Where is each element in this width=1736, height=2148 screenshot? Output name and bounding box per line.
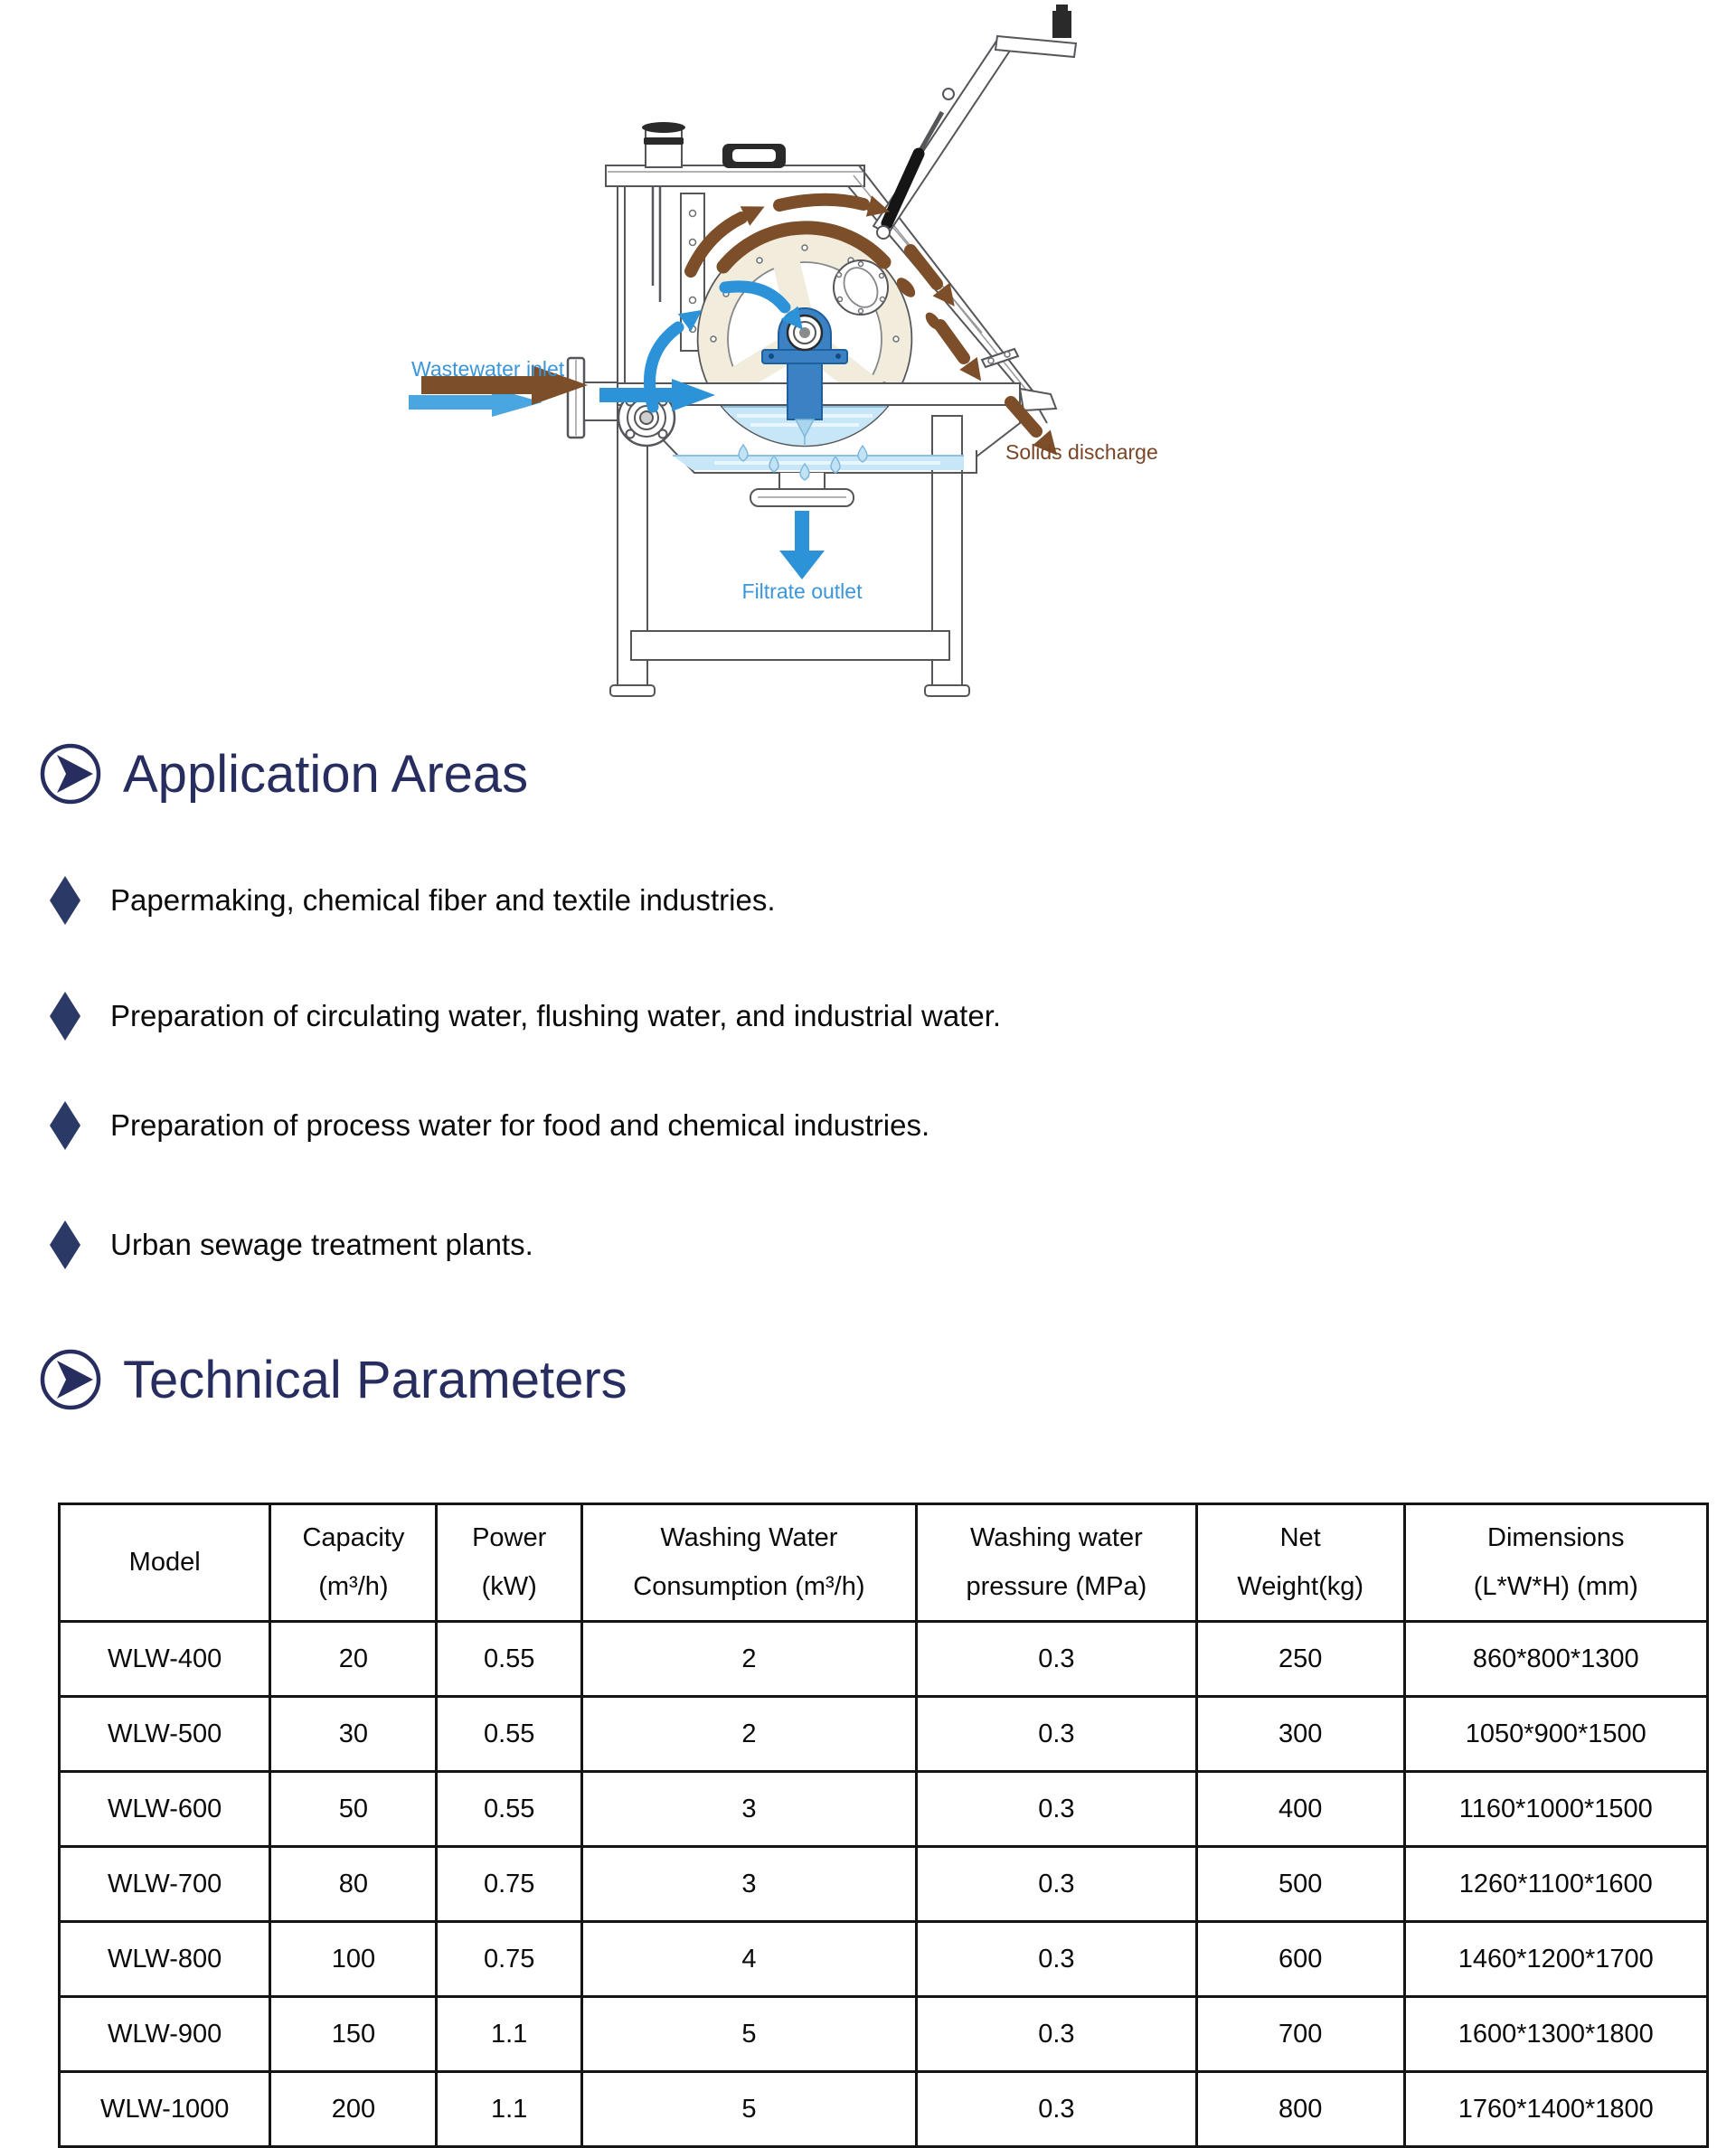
table-row [60,1622,1708,1697]
table-cell: 2 [581,1697,916,1772]
table-cell: 4 [581,1922,916,1997]
table-cell: WLW-600 [60,1772,270,1847]
table-cell: 5 [581,1997,916,2072]
table-cell: 1760*1400*1800 [1404,2072,1707,2147]
col-header-power: Power (kW) [437,1504,581,1622]
table-cell: 200 [270,2072,437,2147]
diamond-bullet-icon [50,1101,80,1150]
section-arrow-icon [38,741,103,806]
table-row [60,1772,1708,1847]
application-item [50,991,1001,1041]
table-cell: 20 [270,1622,437,1697]
table-cell: 1600*1300*1800 [1404,1997,1707,2072]
col-header-washing-consumption: Washing Water Consumption (m³/h) [581,1504,916,1622]
col-header-model: Model [60,1504,270,1622]
table-cell: 80 [270,1847,437,1922]
section-heading-technical [38,1347,627,1412]
application-item [50,875,776,926]
table-cell: 150 [270,1997,437,2072]
table-cell: 2 [581,1622,916,1697]
table-cell: 3 [581,1847,916,1922]
col-header-dimensions: Dimensions (L*W*H) (mm) [1404,1504,1707,1622]
application-item-text: Urban sewage treatment plants. [110,1228,533,1261]
table-cell: 5 [581,2072,916,2147]
table-cell: 3 [581,1772,916,1847]
table-cell: 600 [1196,1922,1404,1997]
table-cell: 30 [270,1697,437,1772]
table-cell: 300 [1196,1697,1404,1772]
cover-lever-arm [873,5,1076,239]
technical-parameters-title: Technical Parameters [123,1350,627,1409]
technical-parameters-table [58,1503,1709,2148]
table-cell: 0.55 [437,1622,581,1697]
table-row [60,1922,1708,1997]
table-cell: 0.55 [437,1697,581,1772]
application-item-text: Preparation of process water for food and chemical industries. [110,1108,930,1142]
table-cell: 500 [1196,1847,1404,1922]
table-cell: 1.1 [437,1997,581,2072]
table-cell: 0.3 [916,1697,1196,1772]
table-cell: 250 [1196,1622,1404,1697]
filtrate-outlet-arrow [779,511,825,579]
table-cell: 1460*1200*1700 [1404,1922,1707,1997]
application-item-text: Papermaking, chemical fiber and textile industries. [110,883,776,917]
table-cell: 50 [270,1772,437,1847]
filtrate-outlet-label: Filtrate outlet [741,579,863,603]
table-cell: 0.3 [916,1772,1196,1847]
table-row [60,1847,1708,1922]
table-cell: WLW-1000 [60,2072,270,2147]
table-cell: 0.55 [437,1772,581,1847]
col-header-capacity: Capacity (m³/h) [270,1504,437,1622]
table-cell: 1260*1100*1600 [1404,1847,1707,1922]
table-cell: 0.3 [916,1922,1196,1997]
section-heading-application [38,741,528,806]
table-row [60,1997,1708,2072]
machine-diagram [0,0,1736,741]
table-header-row [60,1504,1708,1622]
table-cell: WLW-500 [60,1697,270,1772]
table-cell: 0.3 [916,1847,1196,1922]
wastewater-inlet-label: Wastewater inlet [411,357,565,381]
table-cell: WLW-400 [60,1622,270,1697]
table-cell: 0.3 [916,2072,1196,2147]
col-header-net-weight: Net Weight(kg) [1196,1504,1404,1622]
application-item-text: Preparation of circulating water, flushing water, and industrial water. [110,999,1002,1032]
table-row [60,2072,1708,2147]
table-cell: 700 [1196,1997,1404,2072]
table-cell: 0.3 [916,1997,1196,2072]
table-cell: 800 [1196,2072,1404,2147]
application-areas-title: Application Areas [123,744,529,804]
col-header-washing-pressure: Washing water pressure (MPa) [916,1504,1196,1622]
diamond-bullet-icon [50,1220,80,1269]
table-cell: WLW-900 [60,1997,270,2072]
table-cell: 1.1 [437,2072,581,2147]
table-cell: 100 [270,1922,437,1997]
application-item [50,1100,929,1151]
table-row [60,1697,1708,1772]
table-cell: WLW-700 [60,1847,270,1922]
section-arrow-icon [38,1347,103,1412]
table-cell: 1050*900*1500 [1404,1697,1707,1772]
table-cell: 1160*1000*1500 [1404,1772,1707,1847]
diamond-bullet-icon [50,992,80,1041]
table-cell: 400 [1196,1772,1404,1847]
table-cell: 0.75 [437,1922,581,1997]
solids-discharge-label: Solids discharge [1005,440,1158,464]
table-cell: 0.3 [916,1622,1196,1697]
table-cell: WLW-800 [60,1922,270,1997]
application-item [50,1220,533,1270]
table-cell: 860*800*1300 [1404,1622,1707,1697]
diamond-bullet-icon [50,876,80,925]
table-cell: 0.75 [437,1847,581,1922]
